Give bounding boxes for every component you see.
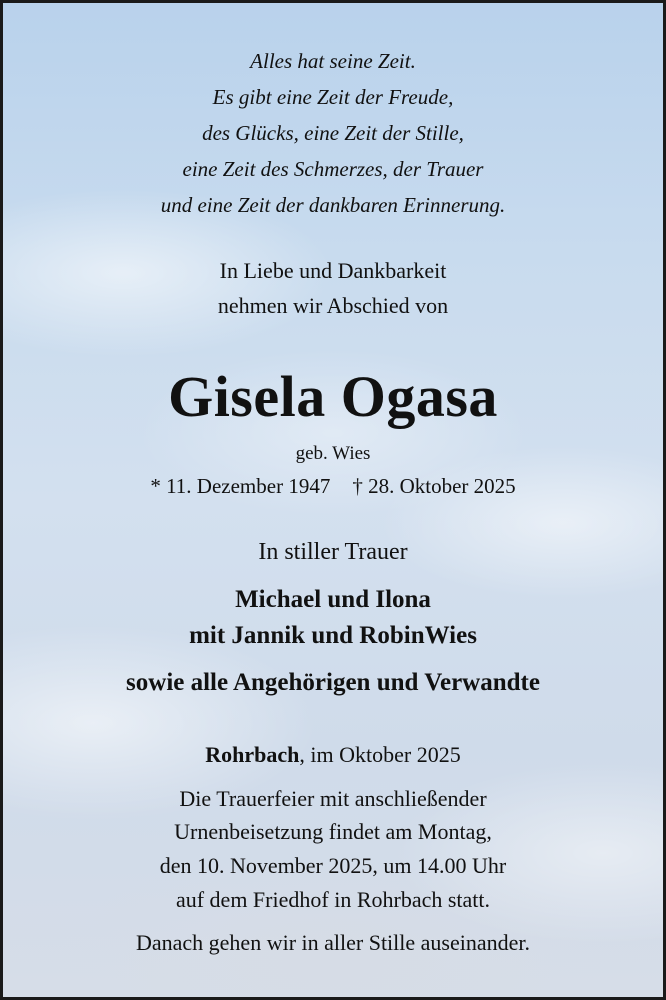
birth-name: geb. Wies — [295, 443, 371, 464]
poem-line-1: Alles hat seine Zeit. — [250, 49, 416, 73]
poem-line-2: Es gibt eine Zeit der Freude, — [212, 85, 454, 109]
family-line-1: Michael und Ilona — [235, 586, 431, 613]
ceremony-line-3: den 10. November 2025, um 14.00 Uhr — [159, 853, 507, 878]
closing-line: Danach gehen wir in aller Stille auseinander. — [135, 930, 531, 955]
mourning-heading: In stiller Trauer — [258, 539, 408, 565]
poem-line-4: eine Zeit des Schmerzes, der Trauer — [182, 157, 484, 181]
poem-line-3: des Glücks, eine Zeit der Stille, — [202, 121, 464, 145]
family-line-3: sowie alle Angehörigen und Verwandte — [126, 669, 540, 696]
life-dates — [3, 474, 663, 499]
date: , im Oktober 2025 — [299, 742, 461, 767]
ceremony-line-2: Urnenbeisetzung findet am Montag, — [174, 819, 492, 844]
deceased-name: Gisela Ogasa — [168, 364, 498, 429]
ceremony-line-4: auf dem Friedhof in Rohrbach statt. — [175, 887, 491, 912]
place-date — [3, 742, 663, 768]
intro-line-1: In Liebe und Dankbarkeit — [219, 258, 447, 283]
place: Rohrbach — [205, 742, 300, 767]
intro-line-2: nehmen wir Abschied von — [217, 293, 449, 318]
birth-date: * 11. Dezember 1947 — [150, 474, 331, 498]
death-date: † 28. Oktober 2025 — [352, 474, 516, 498]
ceremony-line-1: Die Trauerfeier mit anschließender — [179, 786, 487, 811]
poem-line-5: und eine Zeit der dankbaren Erinnerung. — [160, 193, 506, 217]
family-line-2: mit Jannik und RobinWies — [189, 622, 477, 649]
